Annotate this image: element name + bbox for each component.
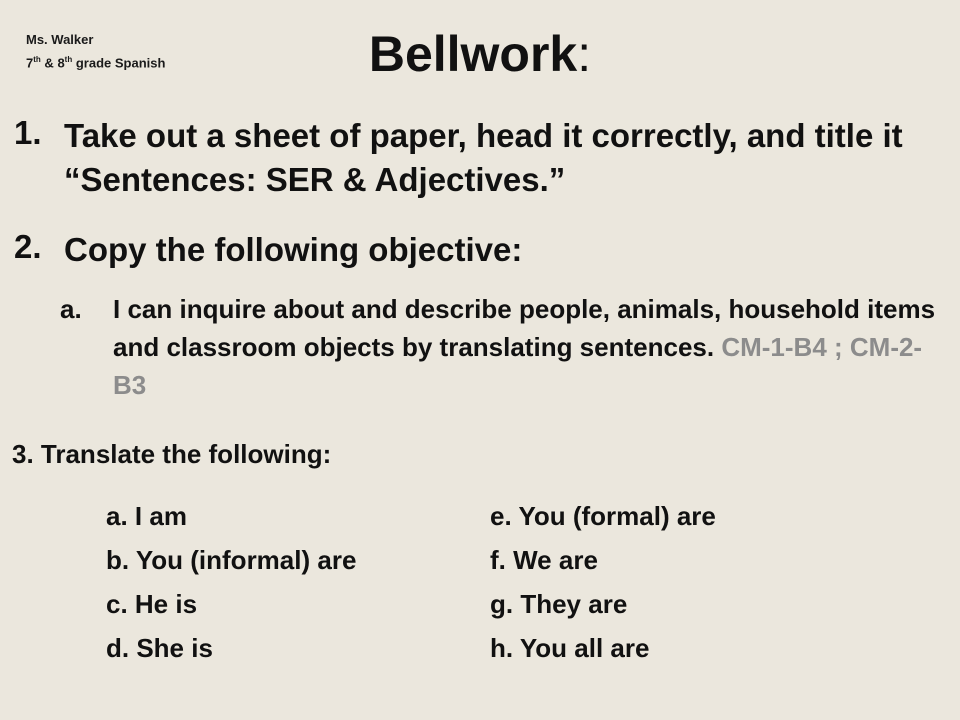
translate-item: e. You (formal) are (490, 501, 716, 531)
teacher-name: Ms. Walker (26, 32, 94, 47)
item1-text: Take out a sheet of paper, head it correctly, and title it “Sentences: SER & Adjectives.” (64, 117, 903, 198)
objective-text: I can inquire about and describe people, animals, household items and classroom objects by translating sentences. (113, 294, 936, 362)
translate-item: g. They are (490, 589, 628, 619)
course-grade7-suffix: th (33, 55, 41, 64)
item1-number: 1. (14, 114, 42, 151)
objective (113, 290, 953, 404)
translate-item: h. You all are (490, 633, 650, 663)
title-colon: : (577, 26, 592, 82)
translate-item: a. I am (106, 501, 187, 531)
translate-list-left (106, 494, 356, 670)
course-subject: grade Spanish (75, 55, 166, 71)
item3-text: 3. Translate the following: (12, 439, 332, 469)
course-grade8: 8 (57, 55, 65, 71)
item2-text: Copy the following objective: (64, 231, 523, 268)
translate-item: d. She is (106, 633, 213, 663)
translate-item: b. You (informal) are (106, 545, 357, 575)
course-grade7: 7 (26, 55, 34, 71)
item2-number: 2. (14, 228, 42, 265)
course-amp: & (44, 55, 54, 71)
translate-item: f. We are (490, 545, 598, 575)
translate-item: c. He is (106, 589, 198, 619)
title-text: Bellwork (368, 26, 578, 82)
standard-code: CM-1-B4 ; CM-2-B3 (113, 332, 923, 400)
course-grade8-suffix: th (64, 55, 73, 64)
page-title (0, 22, 960, 86)
translate-list-right (490, 494, 716, 670)
objective-letter: a. (60, 294, 82, 324)
